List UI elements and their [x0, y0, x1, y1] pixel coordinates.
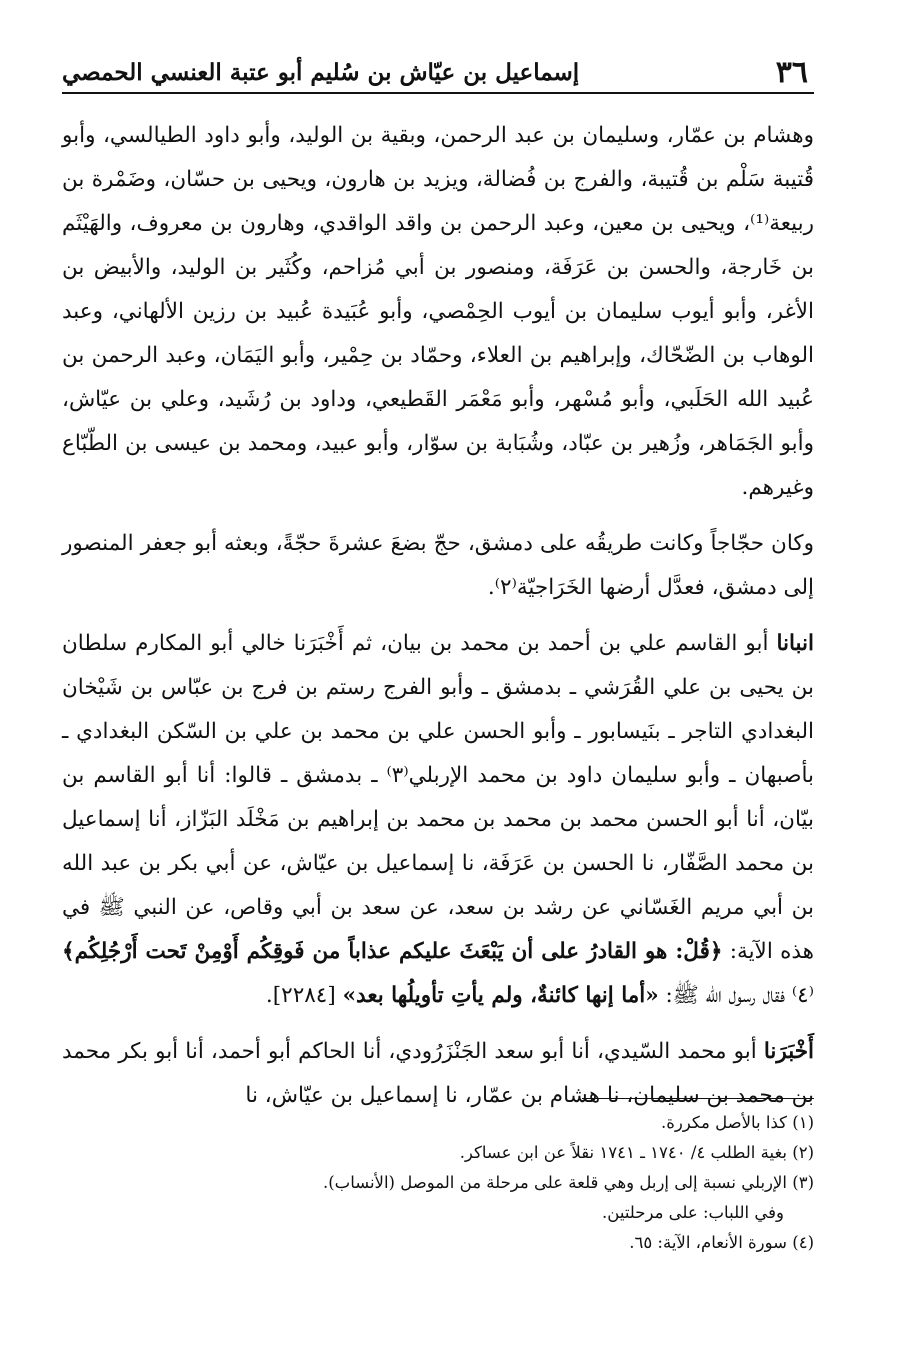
- running-title: إسماعيل بن عيّاش بن سُليم أبو عتبة العنسي الحمصي: [62, 59, 580, 86]
- paragraph: [62, 622, 814, 1018]
- main-text: [62, 114, 814, 1118]
- footnote-divider: [582, 1098, 814, 1099]
- hadith-reference: [٢٢٨٤].: [265, 983, 336, 1008]
- paragraph: [62, 522, 814, 610]
- paragraph-lead-word: أَخْبَرَنا: [763, 1039, 815, 1064]
- paragraph-text: أبو القاسم علي بن أحمد بن محمد بن بيان، ثم أَخْبَرَنا خالي أبو المكارم سلطان بن يحيى بن علي القُرَشي ـ بدمشق ـ وأبو الفرج رستم بن فرج بن عبّاس بن شَيْخان البغدادي التاجر ـ بنَيسابور ـ وأبو الحسن علي بن محمد بن علي بن السّكن البغدادي ـ بأصبهان ـ وأبو سليمان داود بن محمد الإربلي⁽٣⁾ ـ بدمشق ـ قالوا: أنا أبو القاسم بن بيّان، أنا أبو الحسن محمد بن محمد بن محمد بن إبراهيم بن مَخْلَد البَزّاز، أنا إسماعيل بن محمد الصَّفّار، نا الحسن بن عَرَفَة، نا إسماعيل بن عيّاش، عن أبي بكر بن عبد الله بن أبي مريم الغَسّاني عن رشد بن سعد، عن سعد بن أبي وقاص، عن النبي ﷺ في هذه الآية:: [62, 631, 815, 964]
- quran-quote: ﴿قُلْ: هو القادرُ على أن يَبْعَثَ عليكم عذاباً من فَوقِكُم أَوْمِنْ تَحت أَرْجُلِكُم﴾: [62, 939, 723, 964]
- paragraph-text: وكان حجّاجاً وكانت طريقُه على دمشق، حجّ بضعَ عشرةَ حجّةً، وبعثه أبو جعفر المنصور إلى دمشق، فعدَّل أرضها الخَرَاجيّة⁽٢⁾.: [62, 531, 814, 600]
- footnote: (٤) سورة الأنعام، الآية: ٦٥.: [629, 1233, 814, 1252]
- paragraph-text: أبو محمد السّيدي، أنا أبو سعد الجَنْزَرُودي، أنا الحاكم أبو أحمد، أنا أبو بكر محمد بن محمد بن سليمان، نا هشام بن عمّار، نا إسماعيل بن عيّاش، نا: [62, 1039, 814, 1108]
- paragraph: [62, 114, 814, 510]
- footnote: (٣) الإربلي نسبة إلى إربل وهي قلعة على مرحلة من الموصل (الأنساب).: [322, 1173, 814, 1192]
- page-number: ٣٦: [775, 55, 808, 90]
- paragraph: [62, 1030, 814, 1118]
- footnote: (١) كذا بالأصل مكررة.: [660, 1113, 814, 1132]
- paragraph-lead-word: انبانا: [776, 631, 814, 656]
- hadith-quote: «أما إنها كائنةٌ، ولم يأتِ تأويلُها بعد»: [342, 983, 659, 1008]
- footnote: (٢) بغية الطلب ٤/ ١٧٤٠ ـ ١٧٤١ نقلاً عن ابن عساكر.: [459, 1143, 814, 1162]
- page-header: [62, 50, 814, 94]
- paragraph-text: وهشام بن عمّار، وسليمان بن عبد الرحمن، وبقية بن الوليد، وأبو داود الطيالسي، وأبو قُتيبة سَلْم بن قُتيبة، والفرج بن فُضالة، ويزيد بن هارون، ويحيى بن حسّان، وضَمْرة بن ربيعة⁽¹⁾، ويحيى بن معين، وعبد الرحمن بن واقد الواقدي، وهارون بن معروف، والهَيْثَم بن خَارجة، والحسن بن عَرَفَة، ومنصور بن أبي مُزاحم، وكُثَير بن الوليد، والأبيض بن الأغر، وأبو أيوب سليمان بن أيوب الحِمْصي، وأبو عُبَيدة عُبيد بن رزين الألهاني، وعبد الوهاب بن الضّحّاك، وإبراهيم بن العلاء، وحمّاد بن حِمْير، وأبو اليَمَان، وعبد الرحمن بن عُبيد الله الحَلَبي، وأبو مُسْهر، وأبو مَعْمَر القَطيعي، وداود بن رُشَيد، وعلي بن عيّاش، وأبو الجَمَاهر، وزُهير بن عبّاد، وشُبَابة بن سوّار، وأبو عبيد، ومحمد بن عيسى بن الطّبّاع وغيرهم.: [62, 123, 814, 500]
- footnotes: [62, 1108, 814, 1258]
- footnote-continuation: وفي اللباب: على مرحلتين.: [602, 1203, 784, 1222]
- paragraph-text-continued: ⁽٤⁾ فقال رسول الله ﷺ:: [665, 983, 814, 1008]
